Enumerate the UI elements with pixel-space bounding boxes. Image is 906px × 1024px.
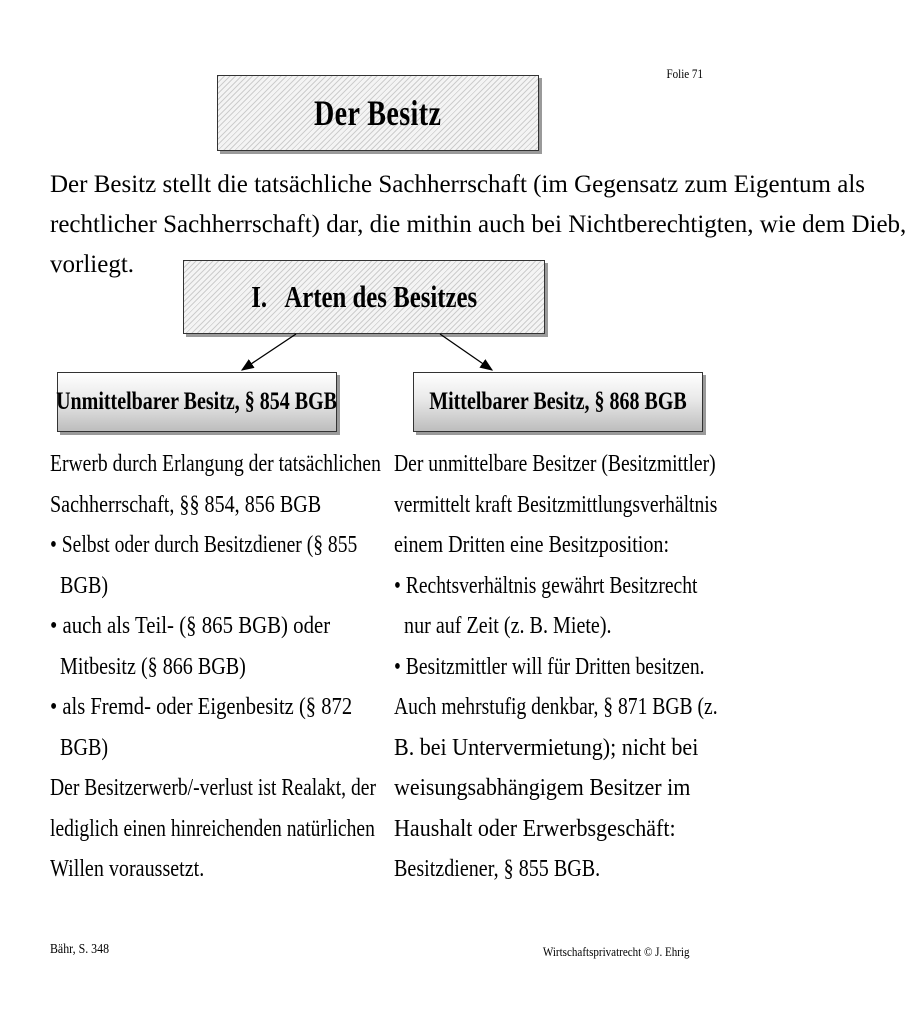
right-line <box>394 647 704 688</box>
left-text: Mitbesitz (§ 866 BGB) <box>50 652 246 680</box>
intro-text: Der Besitz stellt die tatsächliche Sachherrschaft (im Gegensatz zum Eigentum als <box>50 171 865 198</box>
left-line <box>50 444 381 485</box>
right-text: vermittelt kraft Besitzmittlungsverhältnis <box>394 490 718 518</box>
right-line <box>394 809 704 850</box>
right-line <box>394 606 704 647</box>
right-text: Besitzdiener, § 855 BGB. <box>394 855 601 882</box>
right-text: Haushalt oder Erwerbsgeschäft: <box>394 814 676 842</box>
page-title: Der Besitz <box>314 93 442 133</box>
left-text: • auch als Teil- (§ 865 BGB) oder <box>50 612 331 639</box>
right-text: B. bei Untervermietung); nicht bei <box>394 733 699 761</box>
left-line <box>50 525 364 566</box>
right-line <box>394 566 704 607</box>
right-line <box>394 485 718 526</box>
right-text: einem Dritten eine Besitzposition: <box>394 531 670 558</box>
arrow-left <box>242 334 296 370</box>
left-text: Erwerb durch Erlangung der tatsächlichen <box>50 450 381 477</box>
right-text: nur auf Zeit (z. B. Miete). <box>394 612 612 639</box>
subheading-box-direct <box>57 372 337 432</box>
right-text: weisungsabhängigem Besitzer im <box>394 774 691 801</box>
left-line <box>50 647 364 688</box>
right-text: • Rechtsverhältnis gewährt Besitzrecht <box>394 571 698 599</box>
right-line <box>394 728 704 769</box>
right-line <box>394 444 716 485</box>
footer-copyright: Wirtschaftsprivatrecht © J. Ehrig <box>543 944 690 959</box>
arrow-right <box>440 334 492 370</box>
left-text: • Selbst oder durch Besitzdiener (§ 855 <box>50 531 358 558</box>
right-line <box>394 849 704 890</box>
right-line <box>394 687 718 728</box>
intro-text: rechtlicher Sachherrschaft) dar, die mithin auch bei Nichtberechtigten, wie dem Dieb, <box>50 211 906 238</box>
left-column <box>50 444 381 890</box>
left-text: lediglich einen hinreichenden natürlichen <box>50 814 375 842</box>
left-line <box>50 606 364 647</box>
left-line <box>50 687 364 728</box>
left-text: Sachherrschaft, §§ 854, 856 BGB <box>50 490 322 518</box>
left-line <box>50 768 377 809</box>
left-line <box>50 485 364 526</box>
right-line <box>394 525 704 566</box>
intro-text: vorliegt. <box>50 251 135 278</box>
left-text: Willen voraussetzt. <box>50 855 205 882</box>
footer-source: Bähr, S. 348 <box>50 942 110 957</box>
left-line <box>50 566 364 607</box>
subheading-indirect: Mittelbarer Besitz, § 868 BGB <box>429 388 687 415</box>
left-text: BGB) <box>50 733 109 761</box>
right-text: Auch mehrstufig denkbar, § 871 BGB (z. <box>394 693 718 720</box>
section-heading: I. Arten des Besitzes <box>251 279 477 314</box>
subheading-direct: Unmittelbarer Besitz, § 854 BGB <box>56 388 338 415</box>
left-line <box>50 728 364 769</box>
right-text: • Besitzmittler will für Dritten besitzen. <box>394 652 705 680</box>
right-column <box>394 444 718 890</box>
left-line <box>50 849 364 890</box>
left-text: Der Besitzerwerb/-verlust ist Realakt, der <box>50 774 377 801</box>
right-text: Der unmittelbare Besitzer (Besitzmittler) <box>394 450 716 477</box>
left-line <box>50 809 375 850</box>
slide-number: Folie 71 <box>666 66 703 81</box>
left-text: • als Fremd- oder Eigenbesitz (§ 872 <box>50 693 353 720</box>
left-text: BGB) <box>50 571 109 599</box>
right-line <box>394 768 704 809</box>
subheading-box-indirect <box>413 372 703 432</box>
